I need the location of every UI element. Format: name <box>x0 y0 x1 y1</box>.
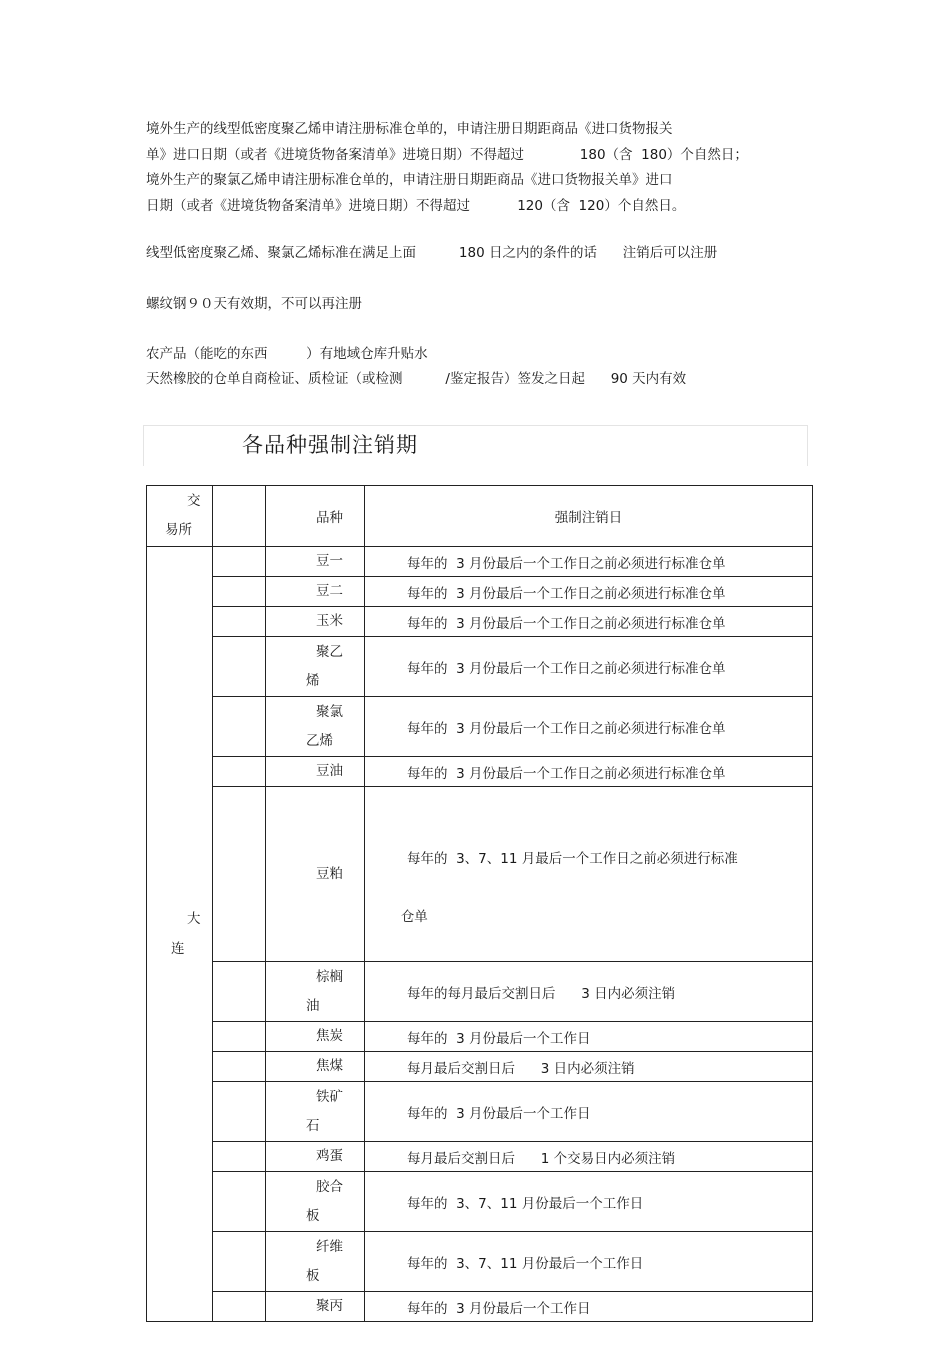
table-row <box>147 757 813 787</box>
table-row <box>147 1232 813 1292</box>
header-exchange: 交 易所 <box>147 486 213 547</box>
section-title: 各品种强制注销期 <box>242 433 418 457</box>
variety-cell: 聚乙 烯 <box>266 637 365 697</box>
intro-line-3: 境外生产的聚氯乙烯申请注册标准仓单的，申请注册日期距商品《进口货物报关单》进口 <box>146 172 673 188</box>
intro-line-4: 日期（或者《进境货物备案清单》进境日期）不得超过 120（含 120）个自然日。 <box>146 198 686 214</box>
variety-cell: 聚丙 <box>266 1292 365 1322</box>
table-header-row <box>147 486 813 547</box>
variety-cell: 纤维 板 <box>266 1232 365 1292</box>
note-rebar: 螺纹钢９０天有效期，不可以再注册 <box>146 296 362 312</box>
section-title-box <box>143 425 808 466</box>
table-row <box>147 1172 813 1232</box>
variety-cell: 棕榈 油 <box>266 962 365 1022</box>
deadline-cell: 每年的 3 月份最后一个工作日之前必须进行标准仓单 <box>365 697 813 757</box>
deadline-cell: 每年的 3 月份最后一个工作日 <box>365 1082 813 1142</box>
deadline-cell: 每年的 3 月份最后一个工作日之前必须进行标准仓单 <box>365 577 813 607</box>
table-row <box>147 1022 813 1052</box>
deregistration-table <box>146 485 813 1322</box>
intro-line-2: 单》进口日期（或者《进境货物备案清单》进境日期）不得超过 180（含 180）个自然日； <box>146 147 748 163</box>
deadline-cell: 每年的 3 月份最后一个工作日之前必须进行标准仓单 <box>365 757 813 787</box>
deadline-cell: 每年的 3、7、11 月最后一个工作日之前必须进行标准 仓单 <box>365 787 813 962</box>
table-row <box>147 607 813 637</box>
variety-cell: 豆油 <box>266 757 365 787</box>
variety-cell: 聚氯 乙烯 <box>266 697 365 757</box>
variety-cell: 鸡蛋 <box>266 1142 365 1172</box>
deadline-cell: 每年的每月最后交割日后 3 日内必须注销 <box>365 962 813 1022</box>
table-row <box>147 1052 813 1082</box>
variety-cell: 玉米 <box>266 607 365 637</box>
table-row <box>147 962 813 1022</box>
variety-cell: 焦炭 <box>266 1022 365 1052</box>
variety-cell: 铁矿 石 <box>266 1082 365 1142</box>
deadline-cell: 每月最后交割日后 1 个交易日内必须注销 <box>365 1142 813 1172</box>
intro-line-1: 境外生产的线型低密度聚乙烯申请注册标准仓单的，申请注册日期距商品《进口货物报关 <box>146 121 673 137</box>
exchange-cell: 大 连 <box>147 547 213 1322</box>
header-blank <box>213 486 266 547</box>
note-agri: 农产品（能吃的东西 ）有地域仓库升贴水 <box>146 346 428 362</box>
variety-cell: 胶合 板 <box>266 1172 365 1232</box>
variety-cell: 焦煤 <box>266 1052 365 1082</box>
deadline-cell: 每年的 3 月份最后一个工作日 <box>365 1292 813 1322</box>
deadline-cell: 每年的 3 月份最后一个工作日之前必须进行标准仓单 <box>365 607 813 637</box>
table-row <box>147 1142 813 1172</box>
deadline-cell: 每年的 3 月份最后一个工作日 <box>365 1022 813 1052</box>
table-row <box>147 547 813 577</box>
table-row <box>147 637 813 697</box>
deadline-cell: 每年的 3、7、11 月份最后一个工作日 <box>365 1232 813 1292</box>
deadline-cell: 每年的 3 月份最后一个工作日之前必须进行标准仓单 <box>365 637 813 697</box>
deadline-cell: 每月最后交割日后 3 日内必须注销 <box>365 1052 813 1082</box>
table-row <box>147 1082 813 1142</box>
table-row <box>147 577 813 607</box>
variety-cell: 豆二 <box>266 577 365 607</box>
deadline-cell: 每年的 3 月份最后一个工作日之前必须进行标准仓单 <box>365 547 813 577</box>
header-deadline: 强制注销日 <box>365 486 813 547</box>
header-variety: 品种 <box>266 486 365 547</box>
variety-cell: 豆粕 <box>266 787 365 962</box>
note-rubber: 天然橡胶的仓单自商检证、质检证（或检测 /鉴定报告）签发之日起 90 天内有效 <box>146 371 687 387</box>
table-row <box>147 1292 813 1322</box>
table-row <box>147 697 813 757</box>
table-row <box>147 787 813 962</box>
deadline-cell: 每年的 3、7、11 月份最后一个工作日 <box>365 1172 813 1232</box>
variety-cell: 豆一 <box>266 547 365 577</box>
note-lldpe-pvc: 线型低密度聚乙烯、聚氯乙烯标准在满足上面 180 日之内的条件的话 注销后可以注册 <box>146 245 718 261</box>
